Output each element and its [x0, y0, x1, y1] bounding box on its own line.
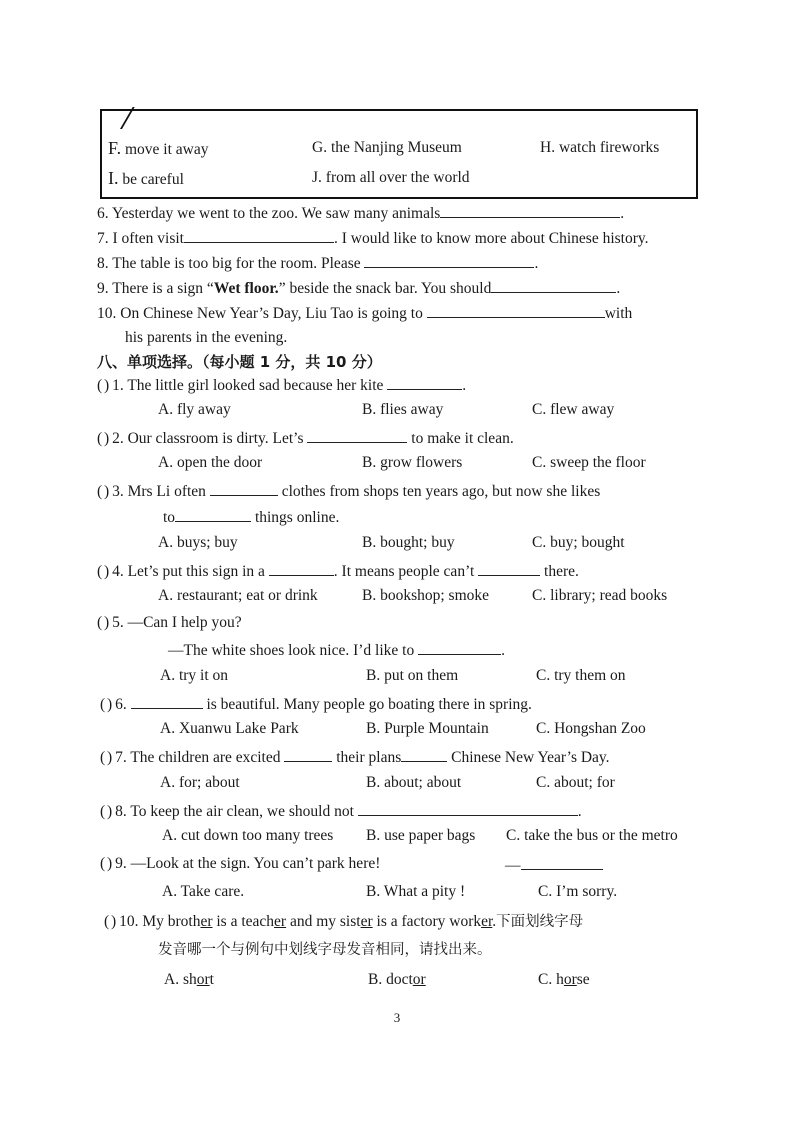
- q10-option-b[interactable]: B. doctor: [368, 971, 426, 988]
- option-j: J. from all over the world: [312, 169, 470, 186]
- option-i: I. be careful: [108, 168, 184, 188]
- q2-option-b[interactable]: B. grow flowers: [362, 454, 463, 471]
- q5-option-a[interactable]: A. try it on: [160, 667, 229, 684]
- question-1: ( ) 1. The little girl looked sad because her kite .: [97, 374, 466, 396]
- q2-option-a[interactable]: A. open the door: [158, 454, 263, 471]
- answer-blank[interactable]: [364, 252, 534, 268]
- fill-item-6: 6. Yesterday we went to the zoo. We saw many animals .: [97, 202, 624, 224]
- option-f: F. move it away: [108, 138, 209, 158]
- question-3-line2: to things online.: [163, 506, 339, 528]
- q10-option-c[interactable]: C. horse: [538, 971, 590, 988]
- q1-option-b[interactable]: B. flies away: [362, 401, 444, 418]
- q9-option-b[interactable]: B. What a pity !: [366, 883, 466, 900]
- q8-option-a[interactable]: A. cut down too many trees: [162, 827, 334, 844]
- fill-item-8: 8. The table is too big for the room. Please .: [97, 252, 538, 274]
- answer-blank[interactable]: [418, 639, 501, 655]
- q5-option-b[interactable]: B. put on them: [366, 667, 459, 684]
- q3-option-a[interactable]: A. buys; buy: [158, 534, 238, 551]
- question-4: ( ) 4. Let’s put this sign in a . It means people can’t there.: [97, 560, 579, 582]
- answer-blank[interactable]: [307, 427, 407, 443]
- section-title: 八、单项选择。（每小题 1 分，共 10 分）: [97, 353, 382, 371]
- answer-blank[interactable]: [358, 800, 578, 816]
- q8-option-b[interactable]: B. use paper bags: [366, 827, 476, 844]
- q1-option-c[interactable]: C. flew away: [532, 401, 615, 418]
- page-number: 3: [393, 1010, 401, 1025]
- question-7: ( ) 7. The children are excited their plans Chinese New Year’s Day.: [100, 746, 610, 768]
- question-10-line2: 发音哪一个与例句中划线字母发音相同，请找出来。: [158, 942, 492, 958]
- q7-option-c[interactable]: C. about; for: [536, 774, 615, 791]
- question-2: ( ) 2. Our classroom is dirty. Let’s to make it clean.: [97, 427, 514, 449]
- q3-option-b[interactable]: B. bought; buy: [362, 534, 455, 551]
- q6-option-a[interactable]: A. Xuanwu Lake Park: [160, 720, 299, 737]
- answer-blank[interactable]: [387, 374, 462, 390]
- q3-option-c[interactable]: C. buy; bought: [532, 534, 625, 551]
- q8-option-c[interactable]: C. take the bus or the metro: [506, 827, 678, 844]
- q2-option-c[interactable]: C. sweep the floor: [532, 454, 646, 471]
- question-5-line2: —The white shoes look nice. I’d like to .: [168, 639, 505, 661]
- question-6: ( ) 6. is beautiful. Many people go boating there in spring.: [100, 693, 532, 715]
- answer-blank[interactable]: [521, 854, 603, 870]
- answer-blank[interactable]: [491, 277, 616, 293]
- fill-item-7: 7. I often visit . I would like to know more about Chinese history.: [97, 227, 649, 249]
- q6-option-c[interactable]: C. Hongshan Zoo: [536, 720, 646, 737]
- answer-blank[interactable]: [184, 227, 334, 243]
- answer-blank[interactable]: [131, 693, 203, 709]
- answer-blank[interactable]: [440, 202, 620, 218]
- q9-option-a[interactable]: A. Take care.: [162, 883, 245, 900]
- option-h: H. watch fireworks: [540, 139, 660, 156]
- question-9-reply: —: [505, 854, 603, 876]
- question-9: ( ) 9. —Look at the sign. You can’t park here!: [100, 855, 381, 872]
- question-10: ( ) 10. My brother is a teacher and my sister is a factory worker.下面划线字母: [104, 913, 584, 930]
- question-5: ( ) 5. —Can I help you?: [97, 614, 242, 631]
- answer-blank[interactable]: [401, 746, 447, 762]
- q7-option-b[interactable]: B. about; about: [366, 774, 462, 791]
- q10-option-a[interactable]: A. short: [164, 971, 214, 988]
- fill-item-9: 9. There is a sign “Wet floor.” beside the snack bar. You should .: [97, 277, 620, 299]
- q5-option-c[interactable]: C. try them on: [536, 667, 626, 684]
- q1-option-a[interactable]: A. fly away: [158, 401, 231, 418]
- fill-item-10-line2: his parents in the evening.: [125, 329, 288, 346]
- answer-blank[interactable]: [210, 480, 278, 496]
- q7-option-a[interactable]: A. for; about: [160, 774, 240, 791]
- q9-option-c[interactable]: C. I’m sorry.: [538, 883, 618, 900]
- answer-blank[interactable]: [478, 560, 540, 576]
- question-3: ( ) 3. Mrs Li often clothes from shops ten years ago, but now she likes: [97, 480, 600, 502]
- answer-blank[interactable]: [175, 506, 251, 522]
- answer-blank[interactable]: [269, 560, 334, 576]
- q4-option-b[interactable]: B. bookshop; smoke: [362, 587, 490, 604]
- answer-blank[interactable]: [284, 746, 332, 762]
- q4-option-c[interactable]: C. library; read books: [532, 587, 668, 604]
- option-g: G. the Nanjing Museum: [312, 139, 462, 156]
- q6-option-b[interactable]: B. Purple Mountain: [366, 720, 489, 737]
- answer-blank[interactable]: [427, 302, 605, 318]
- question-8: ( ) 8. To keep the air clean, we should not .: [100, 800, 582, 822]
- fill-item-10: 10. On Chinese New Year’s Day, Liu Tao is going to with: [97, 302, 632, 324]
- q4-option-a[interactable]: A. restaurant; eat or drink: [158, 587, 318, 604]
